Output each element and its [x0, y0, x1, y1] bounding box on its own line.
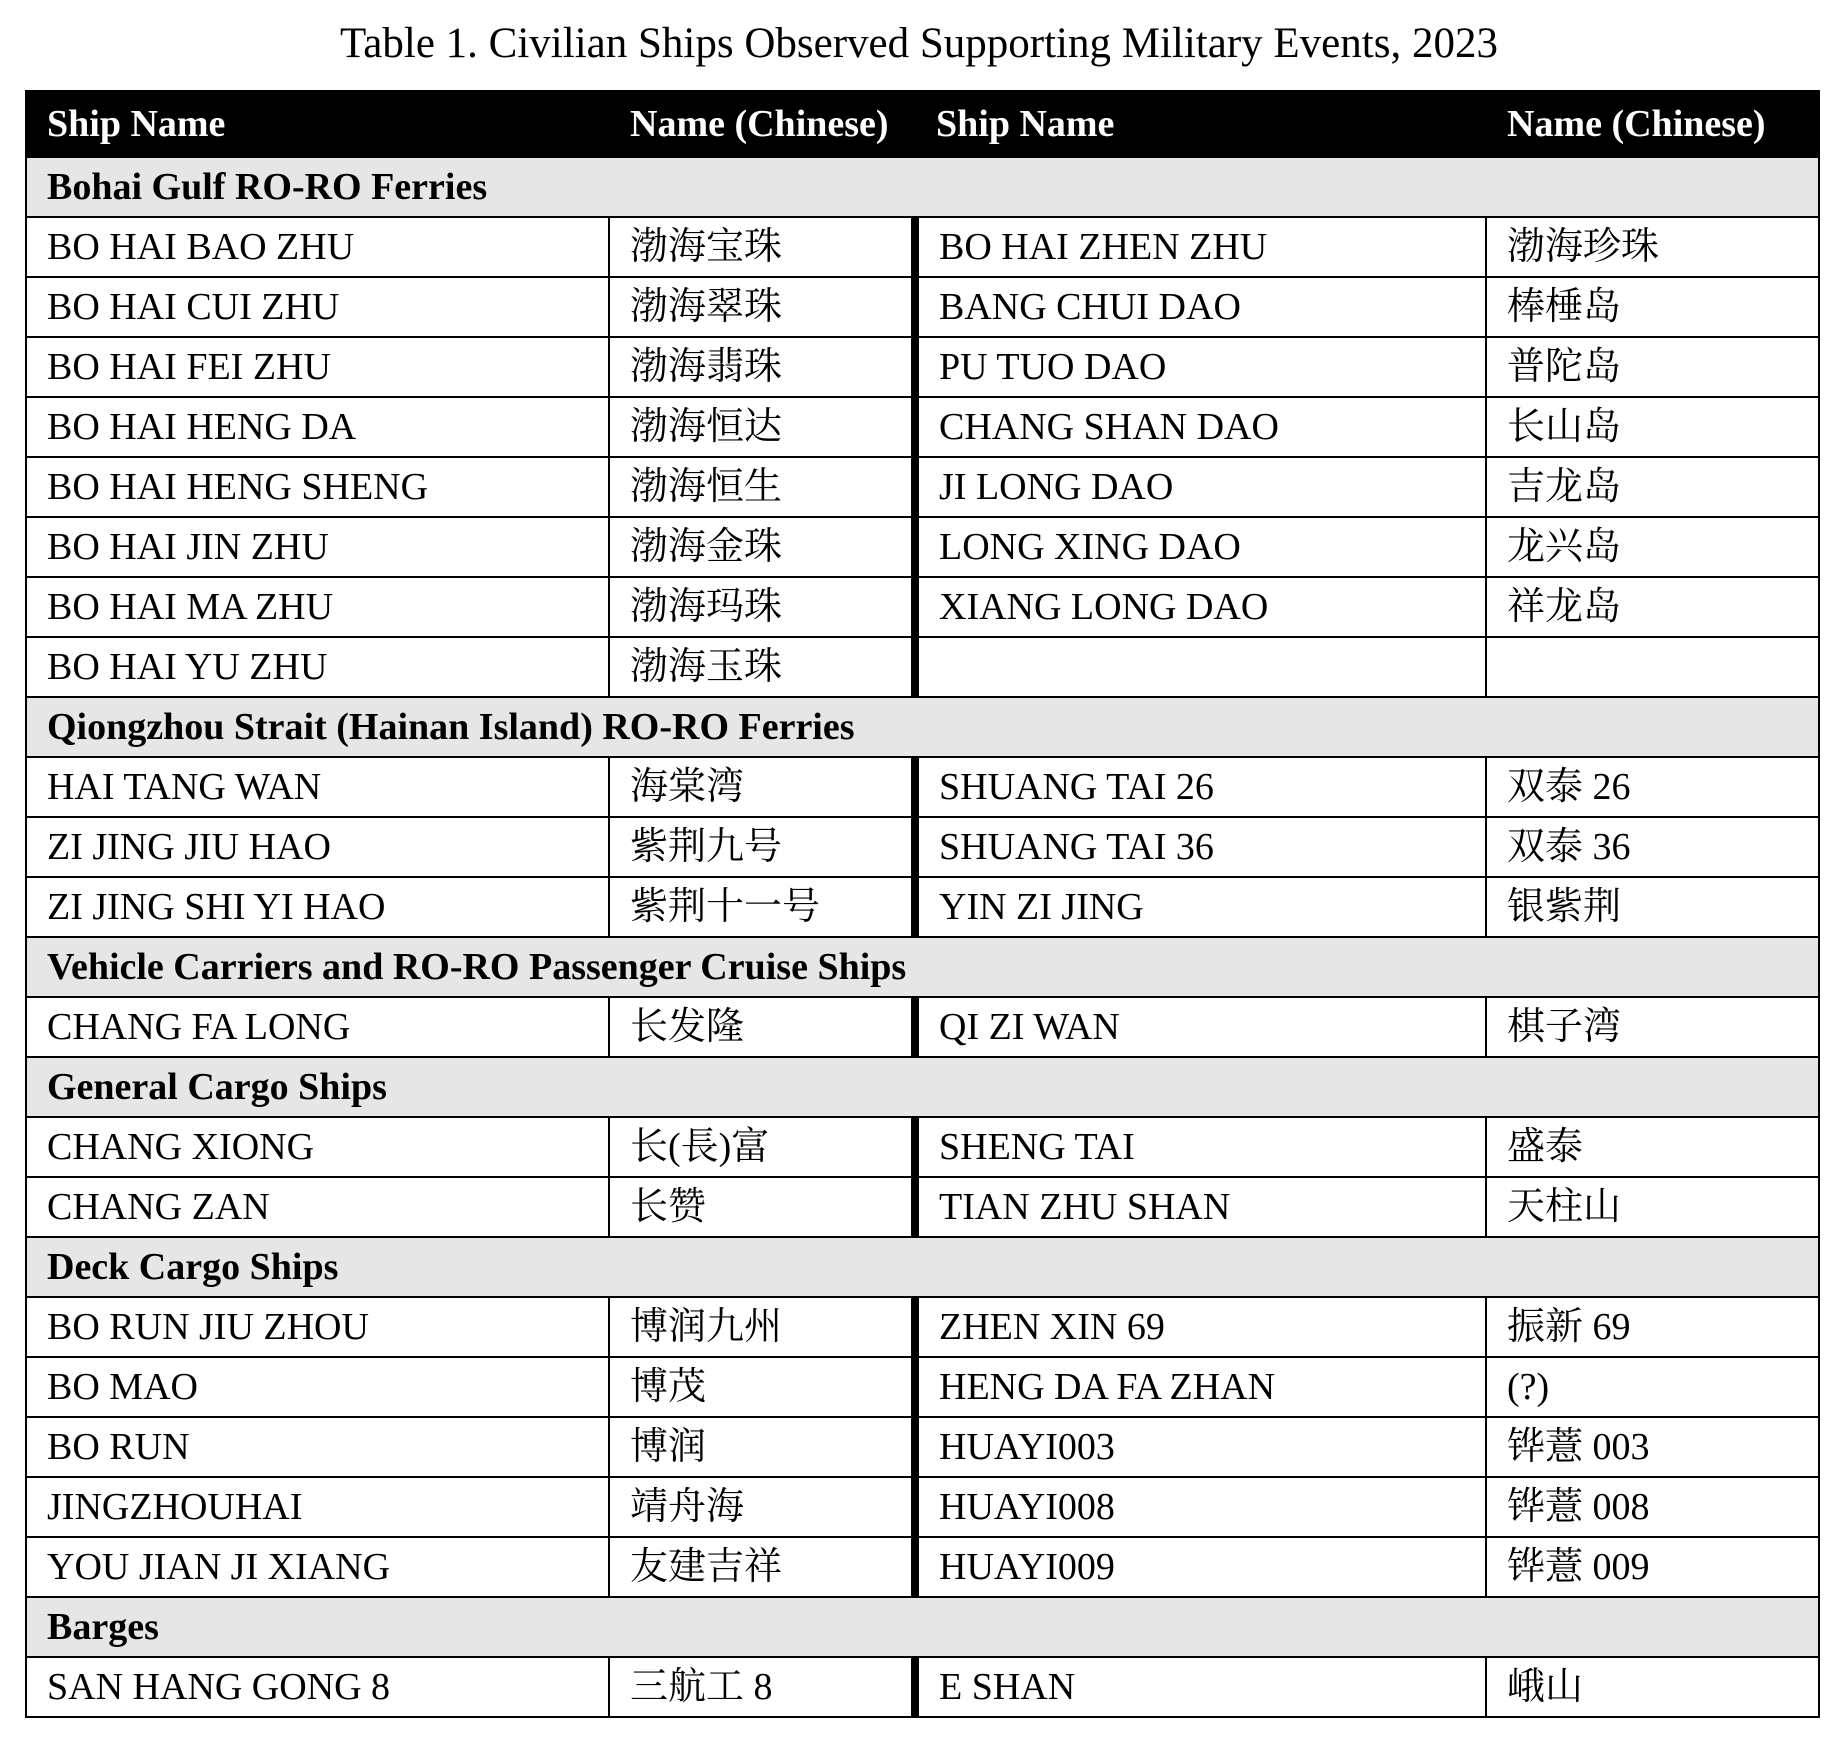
chinese-name-cell: 铧薏 003 — [1486, 1417, 1819, 1477]
group-title: Vehicle Carriers and RO-RO Passenger Cruise Ships — [26, 937, 1819, 997]
group-title: General Cargo Ships — [26, 1057, 1819, 1117]
table-row — [26, 1117, 1819, 1177]
chinese-name-cell: 双泰 26 — [1486, 757, 1819, 817]
chinese-name-cell: 盛泰 — [1486, 1117, 1819, 1177]
ship-name-cell: BO HAI FEI ZHU — [26, 337, 609, 397]
ship-name-cell: ZI JING SHI YI HAO — [26, 877, 609, 937]
ship-name-cell: SHUANG TAI 36 — [915, 817, 1486, 877]
ship-name-cell: E SHAN — [915, 1657, 1486, 1717]
table-row — [26, 877, 1819, 937]
ship-name-cell: BO HAI CUI ZHU — [26, 277, 609, 337]
table-row — [26, 1537, 1819, 1597]
ship-name-cell: YOU JIAN JI XIANG — [26, 1537, 609, 1597]
ship-name-cell: CHANG ZAN — [26, 1177, 609, 1237]
table-row — [26, 637, 1819, 697]
table-row — [26, 337, 1819, 397]
table-caption: Table 1. Civilian Ships Observed Supporting Military Events, 2023 — [340, 20, 1498, 67]
ships-table — [25, 90, 1820, 1718]
ship-name-cell: PU TUO DAO — [915, 337, 1486, 397]
chinese-name-cell: 靖舟海 — [609, 1477, 915, 1537]
chinese-name-cell: 渤海金珠 — [609, 517, 915, 577]
ship-name-cell — [915, 637, 1486, 697]
table-row — [26, 757, 1819, 817]
chinese-name-cell: 长(長)富 — [609, 1117, 915, 1177]
ship-name-cell: TIAN ZHU SHAN — [915, 1177, 1486, 1237]
chinese-name-cell — [1486, 637, 1819, 697]
chinese-name-cell: 棒棰岛 — [1486, 277, 1819, 337]
ship-name-cell: HUAYI009 — [915, 1537, 1486, 1597]
chinese-name-cell: 长赞 — [609, 1177, 915, 1237]
chinese-name-cell: 海棠湾 — [609, 757, 915, 817]
group-header-row — [26, 1237, 1819, 1297]
group-header-row — [26, 157, 1819, 217]
chinese-name-cell: 棋子湾 — [1486, 997, 1819, 1057]
header-ship-name-1: Ship Name — [26, 91, 609, 157]
chinese-name-cell: 三航工 8 — [609, 1657, 915, 1717]
chinese-name-cell: 铧薏 009 — [1486, 1537, 1819, 1597]
chinese-name-cell: 紫荆十一号 — [609, 877, 915, 937]
ship-name-cell: HAI TANG WAN — [26, 757, 609, 817]
chinese-name-cell: 峨山 — [1486, 1657, 1819, 1717]
ship-name-cell: BO HAI HENG SHENG — [26, 457, 609, 517]
ship-name-cell: HUAYI003 — [915, 1417, 1486, 1477]
ship-name-cell: BO RUN — [26, 1417, 609, 1477]
table-body — [26, 157, 1819, 1717]
table-row — [26, 397, 1819, 457]
group-header-row — [26, 937, 1819, 997]
chinese-name-cell: 博茂 — [609, 1357, 915, 1417]
chinese-name-cell: 友建吉祥 — [609, 1537, 915, 1597]
chinese-name-cell: 渤海玛珠 — [609, 577, 915, 637]
ship-name-cell: YIN ZI JING — [915, 877, 1486, 937]
chinese-name-cell: 渤海恒生 — [609, 457, 915, 517]
ship-name-cell: BO HAI BAO ZHU — [26, 217, 609, 277]
table-row — [26, 517, 1819, 577]
ship-name-cell: BO HAI YU ZHU — [26, 637, 609, 697]
ship-name-cell: BO MAO — [26, 1357, 609, 1417]
table-row — [26, 1477, 1819, 1537]
table-row — [26, 577, 1819, 637]
ship-name-cell: SHENG TAI — [915, 1117, 1486, 1177]
table-row — [26, 217, 1819, 277]
group-title: Deck Cargo Ships — [26, 1237, 1819, 1297]
ship-name-cell: CHANG SHAN DAO — [915, 397, 1486, 457]
chinese-name-cell: 渤海恒达 — [609, 397, 915, 457]
chinese-name-cell: 渤海玉珠 — [609, 637, 915, 697]
ship-name-cell: JI LONG DAO — [915, 457, 1486, 517]
header-row — [26, 91, 1819, 157]
chinese-name-cell: 振新 69 — [1486, 1297, 1819, 1357]
ship-name-cell: ZI JING JIU HAO — [26, 817, 609, 877]
chinese-name-cell: 双泰 36 — [1486, 817, 1819, 877]
chinese-name-cell: 渤海宝珠 — [609, 217, 915, 277]
group-title: Bohai Gulf RO-RO Ferries — [26, 157, 1819, 217]
ship-name-cell: ZHEN XIN 69 — [915, 1297, 1486, 1357]
ship-name-cell: BO HAI MA ZHU — [26, 577, 609, 637]
ship-name-cell: BO HAI ZHEN ZHU — [915, 217, 1486, 277]
ship-name-cell: LONG XING DAO — [915, 517, 1486, 577]
ship-name-cell: SHUANG TAI 26 — [915, 757, 1486, 817]
ship-name-cell: SAN HANG GONG 8 — [26, 1657, 609, 1717]
table-row — [26, 1357, 1819, 1417]
chinese-name-cell: 银紫荆 — [1486, 877, 1819, 937]
header-chinese-name-2: Name (Chinese) — [1486, 91, 1819, 157]
chinese-name-cell: 天柱山 — [1486, 1177, 1819, 1237]
ship-name-cell: XIANG LONG DAO — [915, 577, 1486, 637]
table-row — [26, 1657, 1819, 1717]
chinese-name-cell: 博润 — [609, 1417, 915, 1477]
table-row — [26, 1177, 1819, 1237]
group-header-row — [26, 697, 1819, 757]
ship-name-cell: JINGZHOUHAI — [26, 1477, 609, 1537]
table-row — [26, 997, 1819, 1057]
chinese-name-cell: 紫荆九号 — [609, 817, 915, 877]
chinese-name-cell: (?) — [1486, 1357, 1819, 1417]
chinese-name-cell: 渤海珍珠 — [1486, 217, 1819, 277]
table-row — [26, 1417, 1819, 1477]
chinese-name-cell: 长山岛 — [1486, 397, 1819, 457]
chinese-name-cell: 渤海翠珠 — [609, 277, 915, 337]
chinese-name-cell: 长发隆 — [609, 997, 915, 1057]
ship-name-cell: BO RUN JIU ZHOU — [26, 1297, 609, 1357]
header-chinese-name-1: Name (Chinese) — [609, 91, 915, 157]
group-header-row — [26, 1597, 1819, 1657]
ship-name-cell: HENG DA FA ZHAN — [915, 1357, 1486, 1417]
table-row — [26, 1297, 1819, 1357]
header-ship-name-2: Ship Name — [915, 91, 1486, 157]
group-header-row — [26, 1057, 1819, 1117]
ship-name-cell: CHANG XIONG — [26, 1117, 609, 1177]
ship-name-cell: BO HAI JIN ZHU — [26, 517, 609, 577]
chinese-name-cell: 吉龙岛 — [1486, 457, 1819, 517]
group-title: Qiongzhou Strait (Hainan Island) RO-RO Ferries — [26, 697, 1819, 757]
chinese-name-cell: 渤海翡珠 — [609, 337, 915, 397]
chinese-name-cell: 龙兴岛 — [1486, 517, 1819, 577]
table-row — [26, 457, 1819, 517]
ship-name-cell: HUAYI008 — [915, 1477, 1486, 1537]
chinese-name-cell: 普陀岛 — [1486, 337, 1819, 397]
table-header — [26, 91, 1819, 157]
group-title: Barges — [26, 1597, 1819, 1657]
ship-name-cell: BO HAI HENG DA — [26, 397, 609, 457]
ship-name-cell: CHANG FA LONG — [26, 997, 609, 1057]
table-row — [26, 817, 1819, 877]
chinese-name-cell: 铧薏 008 — [1486, 1477, 1819, 1537]
chinese-name-cell: 博润九州 — [609, 1297, 915, 1357]
ship-name-cell: BANG CHUI DAO — [915, 277, 1486, 337]
table-row — [26, 277, 1819, 337]
ship-name-cell: QI ZI WAN — [915, 997, 1486, 1057]
chinese-name-cell: 祥龙岛 — [1486, 577, 1819, 637]
